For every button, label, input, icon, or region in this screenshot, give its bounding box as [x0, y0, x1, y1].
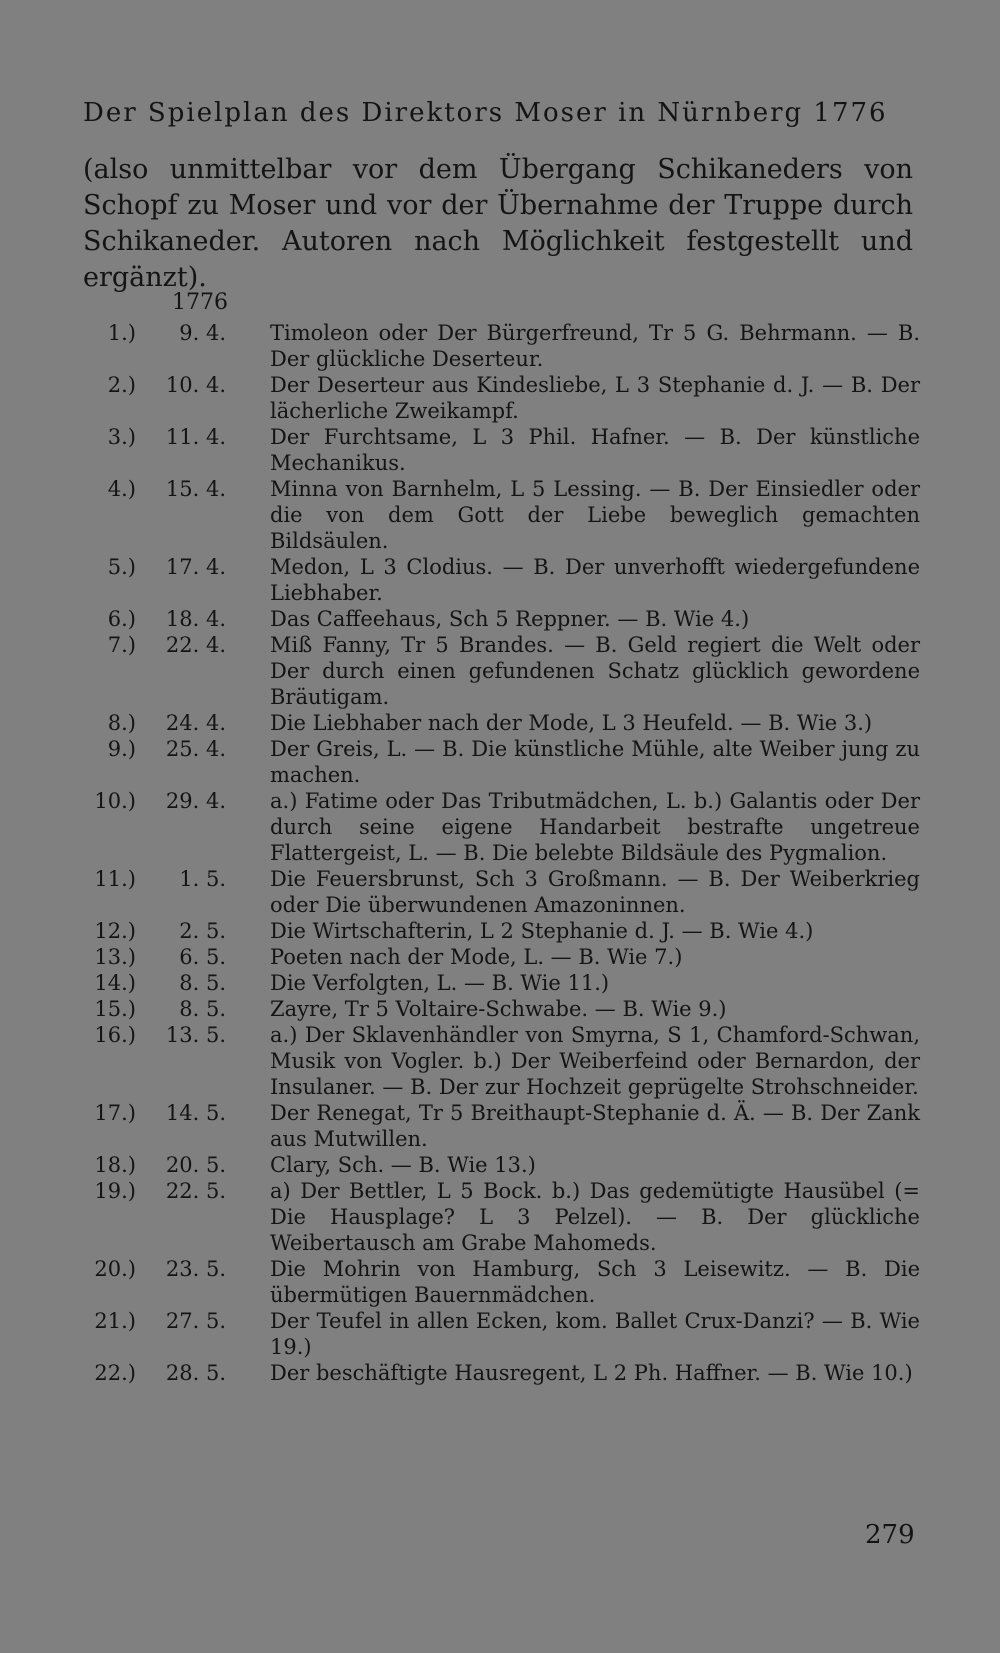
entry-text: a.) Fatime oder Das Tributmädchen, L. b.) Galantis oder Der durch seine eigene Handarbeit bestrafte ungetreue Flattergeist, L. — B. Die belebte Bildsäule des Pygmalion.: [270, 789, 920, 865]
entry-text: Poeten nach der Mode, L. — B. Wie 7.): [270, 945, 683, 969]
year-heading: 1776: [172, 290, 228, 315]
entry-date: 13. 5.: [165, 1023, 226, 1047]
entry-number: 9.): [107, 737, 136, 761]
playbill-entry: [80, 788, 920, 866]
playbill-entry: [80, 372, 920, 424]
entry-text: Die Wirtschafterin, L 2 Stephanie d. J. — B. Wie 4.): [270, 919, 814, 943]
entry-number: 6.): [107, 607, 136, 631]
entry-text: Minna von Barnhelm, L 5 Lessing. — B. Der Einsiedler oder die von dem Gott der Liebe beweglich gemachten Bildsäulen.: [270, 477, 920, 553]
entry-number: 5.): [107, 555, 136, 579]
entry-number: 14.): [94, 971, 136, 995]
entry-number: 22.): [94, 1361, 136, 1385]
entry-date: 18. 4.: [165, 607, 226, 631]
playbill-entry: [80, 1360, 920, 1386]
entry-text: a) Der Bettler, L 5 Bock. b.) Das gedemütigte Hausübel (= Die Hausplage? L 3 Pelzel). — B. Der glückliche Weibertausch am Grabe Mahomeds.: [270, 1179, 920, 1255]
entry-number: 10.): [94, 789, 136, 813]
entry-text: Die Mohrin von Hamburg, Sch 3 Leisewitz. — B. Die übermütigen Bauernmädchen.: [270, 1257, 920, 1307]
entry-text: Zayre, Tr 5 Voltaire-Schwabe. — B. Wie 9.): [270, 997, 727, 1021]
subtitle-paragraph: (also unmittelbar vor dem Übergang Schikaneders von Schopf zu Moser und vor der Übernahme der Truppe durch Schikaneder. Autoren nach Möglichkeit festgestellt und ergänzt).: [83, 154, 913, 293]
entry-date: 27. 5.: [165, 1309, 226, 1333]
entry-number: 3.): [107, 425, 136, 449]
entry-text: a.) Der Sklavenhändler von Smyrna, S 1, Chamford-Schwan, Musik von Vogler. b.) Der Weiberfeind oder Bernardon, der Insulaner. — B. Der zur Hochzeit geprügelte Strohschneider.: [270, 1023, 920, 1099]
entry-text: Der beschäftigte Hausregent, L 2 Ph. Haffner. — B. Wie 10.): [270, 1361, 913, 1385]
entry-text: Der Renegat, Tr 5 Breithaupt-Stephanie d. Ä. — B. Der Zank aus Mutwillen.: [270, 1101, 920, 1151]
entry-date: 22. 5.: [165, 1179, 226, 1203]
entry-number: 11.): [94, 867, 136, 891]
playbill-entry: [80, 320, 920, 372]
playbill-entry: [80, 424, 920, 476]
page-title: Der Spielplan des Direktors Moser in Nürnberg 1776: [83, 98, 888, 128]
entry-date: 24. 4.: [165, 711, 226, 735]
playbill-entry: [80, 554, 920, 606]
playbill-entry: [80, 710, 920, 736]
entry-text: Der Furchtsame, L 3 Phil. Hafner. — B. Der künstliche Mechanikus.: [270, 425, 920, 475]
entry-text: Die Liebhaber nach der Mode, L 3 Heufeld. — B. Wie 3.): [270, 711, 873, 735]
entry-date: 8. 5.: [179, 997, 226, 1021]
playbill-entry: [80, 1022, 920, 1100]
entry-number: 20.): [94, 1257, 136, 1281]
entry-number: 2.): [107, 373, 136, 397]
playbill-entry: [80, 736, 920, 788]
playbill-list: [80, 320, 920, 1386]
playbill-entry: [80, 1178, 920, 1256]
playbill-entry: [80, 866, 920, 918]
entry-date: 14. 5.: [165, 1101, 226, 1125]
entry-text: Das Caffeehaus, Sch 5 Reppner. — B. Wie 4.): [270, 607, 750, 631]
entry-number: 1.): [107, 321, 136, 345]
playbill-entry: [80, 996, 920, 1022]
entry-number: 18.): [94, 1153, 136, 1177]
entry-date: 1. 5.: [179, 867, 226, 891]
entry-number: 13.): [94, 945, 136, 969]
entry-number: 12.): [94, 919, 136, 943]
entry-number: 16.): [94, 1023, 136, 1047]
entry-number: 8.): [107, 711, 136, 735]
playbill-entry: [80, 632, 920, 710]
entry-date: 28. 5.: [165, 1361, 226, 1385]
entry-date: 22. 4.: [165, 633, 226, 657]
entry-number: 17.): [94, 1101, 136, 1125]
entry-text: Die Verfolgten, L. — B. Wie 11.): [270, 971, 610, 995]
entry-date: 15. 4.: [165, 477, 226, 501]
entry-date: 25. 4.: [165, 737, 226, 761]
entry-text: Clary, Sch. — B. Wie 13.): [270, 1153, 536, 1177]
entry-date: 6. 5.: [179, 945, 226, 969]
playbill-entry: [80, 606, 920, 632]
entry-text: Die Feuersbrunst, Sch 3 Großmann. — B. Der Weiberkrieg oder Die überwundenen Amazoninnen.: [270, 867, 920, 917]
entry-text: Der Deserteur aus Kindesliebe, L 3 Stephanie d. J. — B. Der lächerliche Zweikampf.: [270, 373, 920, 423]
entry-date: 23. 5.: [165, 1257, 226, 1281]
entry-date: 17. 4.: [165, 555, 226, 579]
entry-text: Der Greis, L. — B. Die künstliche Mühle, alte Weiber jung zu machen.: [270, 737, 920, 787]
entry-number: 7.): [107, 633, 136, 657]
entry-number: 21.): [94, 1309, 136, 1333]
playbill-entry: [80, 970, 920, 996]
page-number: 279: [865, 1520, 915, 1550]
entry-number: 15.): [94, 997, 136, 1021]
entry-date: 2. 5.: [179, 919, 226, 943]
playbill-entry: [80, 1308, 920, 1360]
entry-text: Medon, L 3 Clodius. — B. Der unverhofft wiedergefundene Liebhaber.: [270, 555, 920, 605]
entry-text: Timoleon oder Der Bürgerfreund, Tr 5 G. Behrmann. — B. Der glückliche Deserteur.: [270, 321, 920, 371]
playbill-entry: [80, 1100, 920, 1152]
playbill-entry: [80, 944, 920, 970]
entry-date: 10. 4.: [165, 373, 226, 397]
entry-number: 4.): [107, 477, 136, 501]
entry-date: 29. 4.: [165, 789, 226, 813]
entry-date: 20. 5.: [165, 1153, 226, 1177]
entry-date: 8. 5.: [179, 971, 226, 995]
entry-date: 9. 4.: [179, 321, 226, 345]
entry-date: 11. 4.: [165, 425, 226, 449]
playbill-entry: [80, 1256, 920, 1308]
playbill-entry: [80, 918, 920, 944]
entry-text: Miß Fanny, Tr 5 Brandes. — B. Geld regiert die Welt oder Der durch einen gefundenen Schatz glücklich gewordene Bräutigam.: [270, 633, 920, 709]
playbill-entry: [80, 476, 920, 554]
entry-number: 19.): [94, 1179, 136, 1203]
entry-text: Der Teufel in allen Ecken, kom. Ballet Crux-Danzi? — B. Wie 19.): [270, 1309, 920, 1359]
playbill-entry: [80, 1152, 920, 1178]
